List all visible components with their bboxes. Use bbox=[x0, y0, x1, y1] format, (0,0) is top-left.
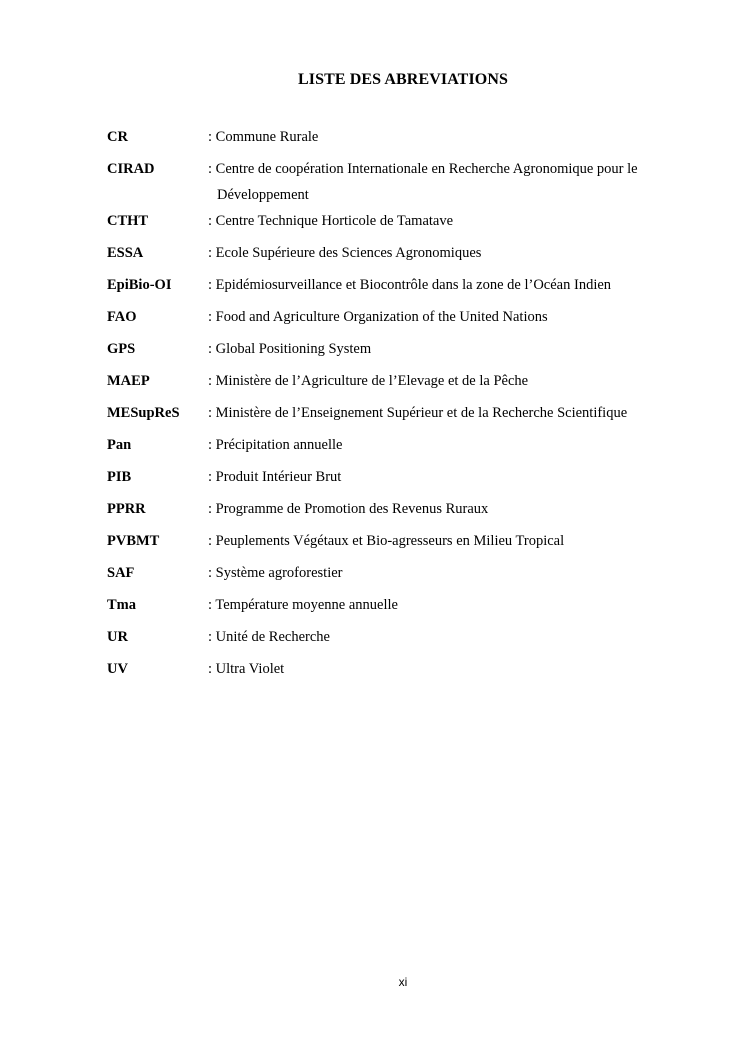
abbreviation-definition: : Précipitation annuelle bbox=[208, 432, 667, 458]
abbreviation-row bbox=[107, 272, 667, 304]
abbreviation-term: Tma bbox=[107, 597, 136, 613]
abbreviation-row bbox=[107, 368, 667, 400]
abbreviation-row bbox=[107, 528, 667, 560]
abbreviation-row bbox=[107, 400, 667, 432]
abbreviation-term: GPS bbox=[107, 341, 136, 357]
abbreviation-term: ESSA bbox=[107, 245, 144, 261]
abbreviation-row bbox=[107, 624, 667, 656]
abbreviation-term: SAF bbox=[107, 565, 135, 581]
abbreviation-row bbox=[107, 464, 667, 496]
abbreviation-definition: : Commune Rurale bbox=[208, 124, 667, 150]
abbreviation-term: Pan bbox=[107, 437, 132, 453]
abbreviation-definition: : Peuplements Végétaux et Bio-agresseurs en Milieu Tropical bbox=[208, 528, 667, 554]
abbreviation-row bbox=[107, 304, 667, 336]
abbreviation-term: PIB bbox=[107, 469, 132, 485]
abbreviation-list bbox=[107, 124, 667, 688]
page-title: LISTE DES ABREVIATIONS bbox=[298, 71, 508, 88]
abbreviation-definition: : Programme de Promotion des Revenus Ruraux bbox=[208, 496, 667, 522]
abbreviation-definition: : Ecole Supérieure des Sciences Agronomiques bbox=[208, 240, 667, 266]
abbreviation-definition: : Ministère de l’Agriculture de l’Elevage et de la Pêche bbox=[208, 368, 667, 394]
abbreviation-term: UV bbox=[107, 661, 128, 677]
abbreviation-definition: : Ministère de l’Enseignement Supérieur et de la Recherche Scientifique bbox=[208, 400, 667, 426]
abbreviation-definition: : Centre Technique Horticole de Tamatave bbox=[208, 208, 667, 234]
abbreviation-term: UR bbox=[107, 629, 128, 645]
abbreviation-definition: : Unité de Recherche bbox=[208, 624, 667, 650]
abbreviation-row bbox=[107, 240, 667, 272]
abbreviation-definition: : Ultra Violet bbox=[208, 656, 667, 682]
abbreviation-row bbox=[107, 336, 667, 368]
abbreviation-term: CTHT bbox=[107, 213, 149, 229]
abbreviation-definition: : Epidémiosurveillance et Biocontrôle dans la zone de l’Océan Indien bbox=[208, 272, 667, 298]
abbreviation-term: CIRAD bbox=[107, 161, 155, 177]
abbreviation-definition: : Température moyenne annuelle bbox=[208, 592, 667, 618]
abbreviation-term: PVBMT bbox=[107, 533, 160, 549]
abbreviation-row bbox=[107, 432, 667, 464]
abbreviation-term: PPRR bbox=[107, 501, 146, 517]
abbreviation-row bbox=[107, 496, 667, 528]
abbreviation-term: CR bbox=[107, 129, 128, 145]
abbreviation-term: EpiBio-OI bbox=[107, 277, 172, 293]
abbreviation-row bbox=[107, 592, 667, 624]
abbreviation-definition: : Food and Agriculture Organization of the United Nations bbox=[208, 304, 667, 330]
abbreviation-term: MESupReS bbox=[107, 405, 180, 421]
abbreviation-row bbox=[107, 156, 667, 208]
abbreviation-definition: : Produit Intérieur Brut bbox=[208, 464, 667, 490]
page-number: xi bbox=[398, 975, 408, 989]
abbreviation-definition: : Global Positioning System bbox=[208, 336, 667, 362]
abbreviation-row bbox=[107, 656, 667, 688]
abbreviation-definition: : Système agroforestier bbox=[208, 560, 667, 586]
abbreviation-row bbox=[107, 560, 667, 592]
abbreviation-term: FAO bbox=[107, 309, 137, 325]
abbreviation-definition: : Centre de coopération Internationale en Recherche Agronomique pour le Développement bbox=[208, 156, 667, 208]
abbreviation-term: MAEP bbox=[107, 373, 150, 389]
abbreviation-row bbox=[107, 124, 667, 156]
abbreviation-row bbox=[107, 208, 667, 240]
